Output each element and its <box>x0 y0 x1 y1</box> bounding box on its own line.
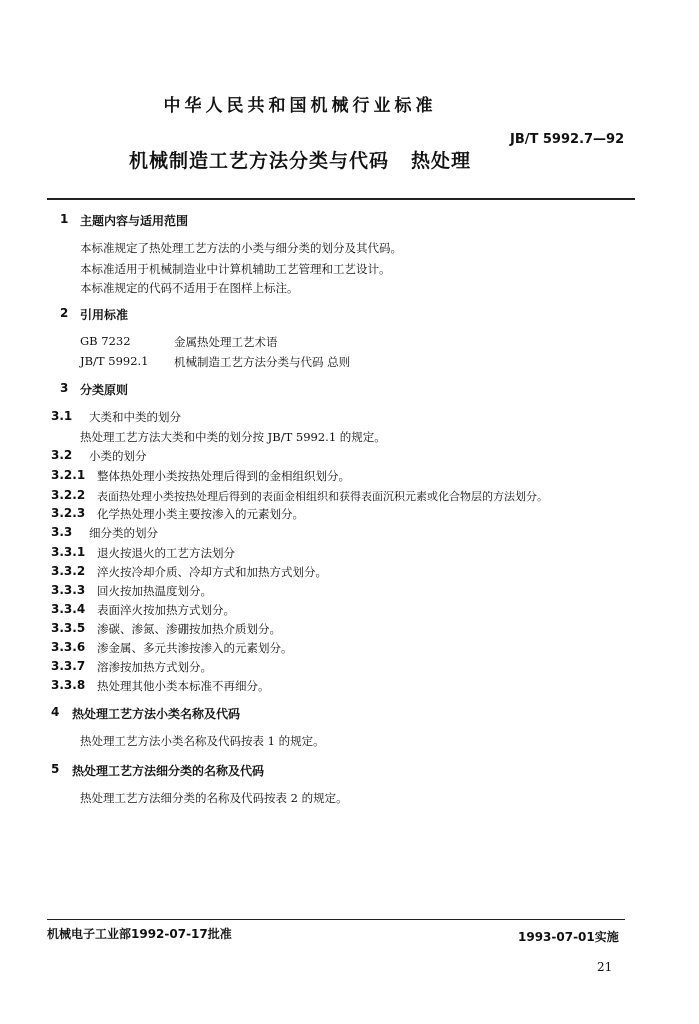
section-5-title: 热处理工艺方法细分类的名称及代码 <box>72 764 265 778</box>
clause-number: 3.3.7 <box>51 659 86 673</box>
clause-number: 3.3.2 <box>51 564 86 578</box>
clause-number: 3.1 <box>51 409 73 423</box>
reference-code: JB/T 5992.1 <box>80 354 149 368</box>
clause-text: 热处理工艺方法大类和中类的划分按 JB/T 5992.1 的规定。 <box>80 430 386 444</box>
section-2-title: 引用标准 <box>80 308 129 322</box>
title-main: 机械制造工艺方法分类与代码 <box>128 150 389 172</box>
clause-text: 溶渗按加热方式划分。 <box>97 660 212 674</box>
clause-text: 退火按退火的工艺方法划分 <box>97 546 235 560</box>
section-3-title: 分类原则 <box>80 383 129 397</box>
clause-number: 3.3.1 <box>51 545 86 559</box>
document-title <box>0 146 600 173</box>
clause-text: 化学热处理小类主要按渗入的元素划分。 <box>97 507 304 521</box>
section-4-number: 4 <box>51 705 60 719</box>
section-1-line: 本标准规定的代码不适用于在图样上标注。 <box>80 281 299 295</box>
clause-text: 小类的划分 <box>89 449 147 463</box>
section-4-title: 热处理工艺方法小类名称及代码 <box>72 707 241 721</box>
section-3-number: 3 <box>60 381 69 395</box>
clause-text: 渗金属、多元共渗按渗入的元素划分。 <box>97 641 293 655</box>
clause-text: 大类和中类的划分 <box>89 410 181 424</box>
clause-text: 表面淬火按加热方式划分。 <box>97 603 235 617</box>
header-divider <box>47 198 635 200</box>
section-4-text: 热处理工艺方法小类名称及代码按表 1 的规定。 <box>80 734 325 748</box>
section-5-number: 5 <box>51 762 60 776</box>
approval-date: 机械电子工业部1992-07-17批准 <box>47 927 232 941</box>
clause-number: 3.3.8 <box>51 678 86 692</box>
title-sub: 热处理 <box>411 150 472 172</box>
standard-number: JB/T 5992.7—92 <box>510 132 625 147</box>
section-1-line: 本标准适用于机械制造业中计算机辅助工艺管理和工艺设计。 <box>80 262 391 276</box>
reference-title: 金属热处理工艺术语 <box>174 335 278 349</box>
clause-text: 渗碳、渗氮、渗硼按加热介质划分。 <box>97 622 281 636</box>
section-1-line: 本标准规定了热处理工艺方法的小类与细分类的划分及其代码。 <box>80 241 402 255</box>
clause-number: 3.3.4 <box>51 602 86 616</box>
effective-date: 1993-07-01实施 <box>518 930 619 944</box>
page-number: 21 <box>597 960 613 974</box>
clause-number: 3.2.3 <box>51 506 86 520</box>
clause-number: 3.2.1 <box>51 468 86 482</box>
clause-text: 整体热处理小类按热处理后得到的金相组织划分。 <box>97 469 350 483</box>
section-2-number: 2 <box>60 306 69 320</box>
clause-text: 细分类的划分 <box>89 526 158 540</box>
section-5-text: 热处理工艺方法细分类的名称及代码按表 2 的规定。 <box>80 791 348 805</box>
issuing-organization: 中华人民共和国机械行业标准 <box>163 96 437 116</box>
clause-text: 淬火按冷却介质、冷却方式和加热方式划分。 <box>97 565 327 579</box>
clause-text: 热处理其他小类本标准不再细分。 <box>97 679 270 693</box>
reference-title: 机械制造工艺方法分类与代码 总则 <box>174 355 351 369</box>
footer-divider <box>47 919 625 920</box>
section-1-number: 1 <box>60 212 69 226</box>
clause-number: 3.3 <box>51 525 73 539</box>
clause-number: 3.3.5 <box>51 621 86 635</box>
section-1-title: 主题内容与适用范围 <box>80 214 189 228</box>
clause-number: 3.3.3 <box>51 583 86 597</box>
clause-number: 3.2 <box>51 448 73 462</box>
clause-number: 3.2.2 <box>51 488 86 502</box>
clause-text: 回火按加热温度划分。 <box>97 584 212 598</box>
clause-number: 3.3.6 <box>51 640 86 654</box>
reference-code: GB 7232 <box>80 334 131 348</box>
clause-text: 表面热处理小类按热处理后得到的表面金相组织和获得表面沉积元素或化合物层的方法划分。 <box>97 490 548 503</box>
